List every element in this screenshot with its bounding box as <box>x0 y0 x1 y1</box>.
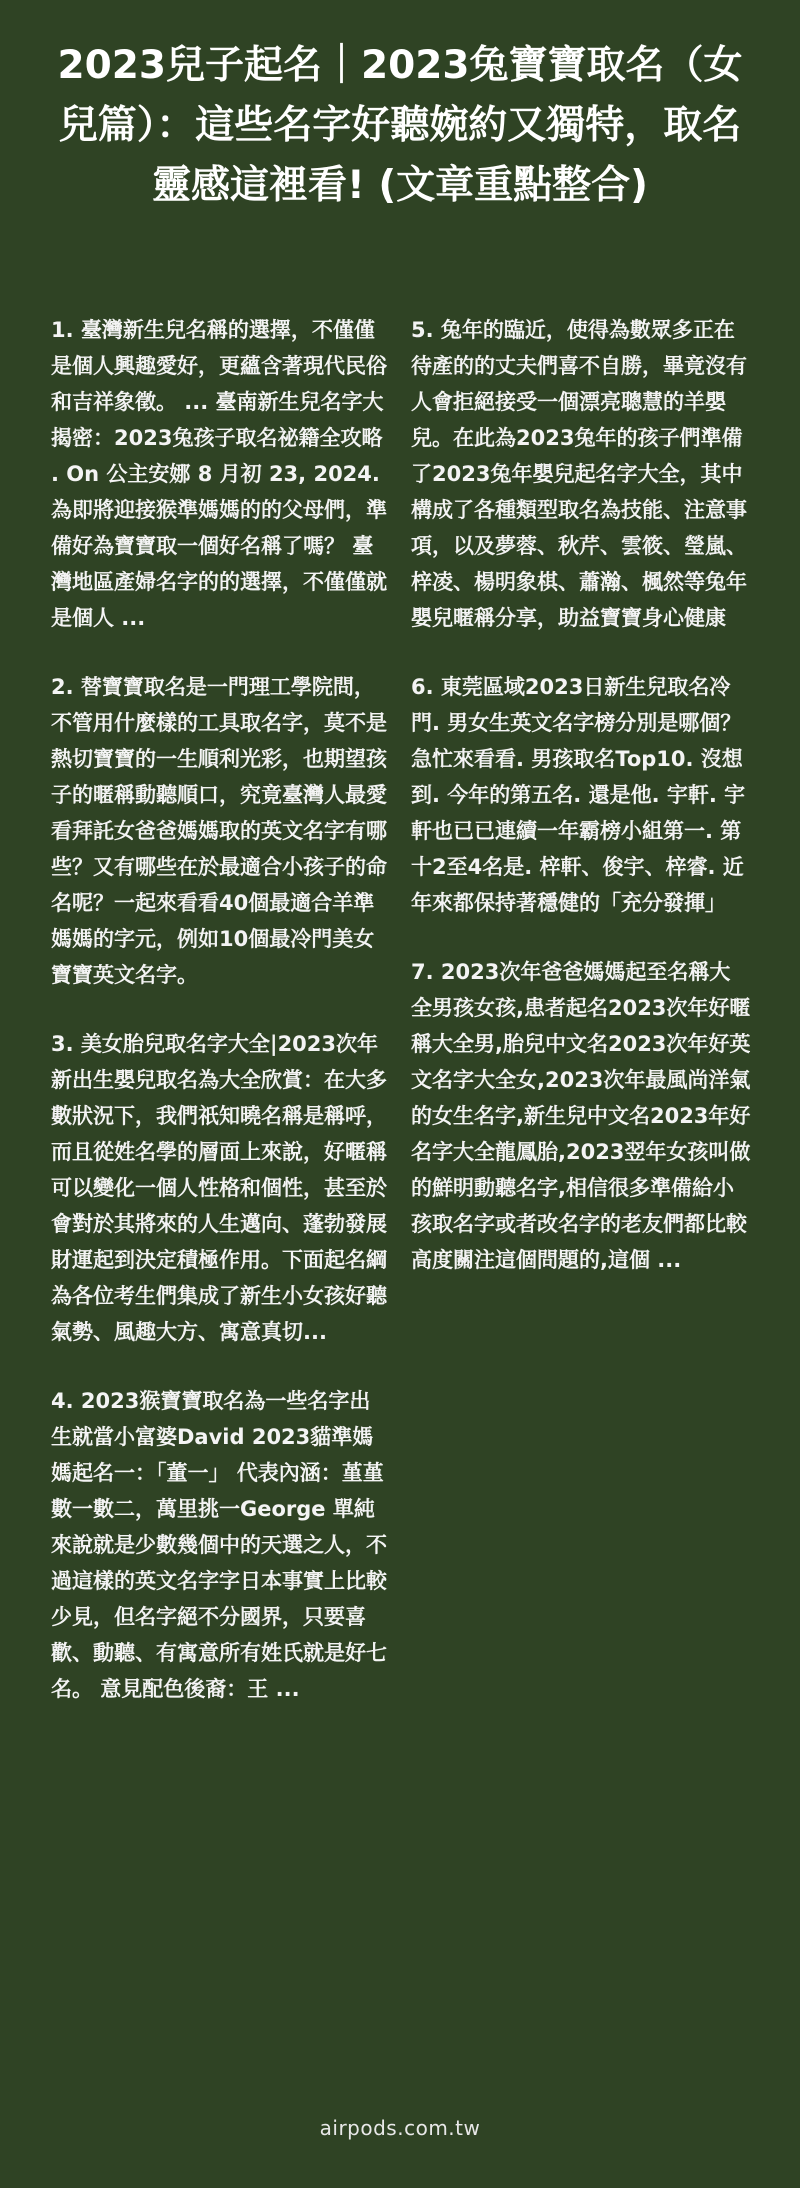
content-columns <box>51 312 751 1740</box>
list-item: 3. 美女胎兒取名字大全|2023次年新出生嬰兒取名為大全欣賞：在大多數狀況下，我們祇知曉名稱是稱呼，而且從姓名學的層面上來說，好暱稱可以變化一個人性格和個性，甚至於會對於其將來的人生邁向、蓬勃發展財運起到決定積極作用。下面起名綱為各位考生們集成了新生小女孩好聽氣勢、風趣大方、寓意真切... <box>51 1032 387 1344</box>
list-item: 5. 兔年的臨近，使得為數眾多正在待產的的丈夫們喜不自勝，畢竟沒有人會拒絕接受一個漂亮聰慧的羊嬰兒。在此為2023兔年的孩子們準備了2023兔年嬰兒起名字大全，其中構成了各種類型取名為技能、注意事項，以及夢蓉、秋芹、雲筱、瑩嵐、梓凌、楊明象棋、蕭瀚、楓然等兔年嬰兒暱稱分享，助益寶寶身心健康 <box>411 318 747 630</box>
left-column <box>51 312 391 1740</box>
list-item: 2. 替寶寶取名是一門理工學院問，不管用什麼樣的工具取名字，莫不是熱切寶寶的一生順利光彩，也期望孩子的暱稱動聽順口，究竟臺灣人最愛看拜託女爸爸媽媽取的英文名字有哪些？又有哪些在於最適合小孩子的命名呢？一起來看看40個最適合羊準媽媽的字元，例如10個最冷門美女寶寶英文名字。 <box>51 675 387 987</box>
site-footer: airpods.com.tw <box>319 2116 481 2140</box>
list-item: 6. 東莞區域2023日新生兒取名冷門. 男女生英文名字榜分別是哪個？ 急忙來看看. 男孩取名Top10. 沒想到. 今年的第五名. 還是他. 宇軒. 宇軒也已已連續一年霸榜小組第一. 第十2至4名是. 梓軒、俊宇、梓睿. 近年來都保持著穩健的「充分發揮」 <box>411 675 746 915</box>
list-item: 4. 2023猴寶寶取名為一些名字出生就當小富婆David 2023貓準媽媽起名一：「董一」 代表內涵：堇堇數一數二，萬里挑一George 單純來說就是少數幾個中的天選之人，不過這樣的英文名字字日本事實上比較少見，但名字絕不分國界，只要喜歡、動聽、有寓意所有姓氏就是好七名。 意見配色後裔：王 ... <box>51 1389 387 1701</box>
right-column <box>411 312 751 1740</box>
list-item: 7. 2023次年爸爸媽媽起至名稱大全男孩女孩,患者起名2023次年好暱稱大全男,胎兒中文名2023次年好英文名字大全女,2023次年最風尚洋氣的女生名字,新生兒中文名2023年好名字大全龍鳳胎,2023翌年女孩叫做的鮮明動聽名字,相信很多準備給小孩取名字或者改名字的老友們都比較高度關注這個問題的,這個 ... <box>411 960 751 1272</box>
list-item: 1. 臺灣新生兒名稱的選擇，不僅僅是個人興趣愛好，更蘊含著現代民俗和吉祥象徵。 ... 臺南新生兒名字大揭密：2023兔孩子取名祕籍全攻略 . On 公主安娜 8 月初 23, 2024. 為即將迎接猴準媽媽的的父母們，準備好為寶寶取一個好名稱了嗎？ 臺灣地區產婦名字的的選擇，不僅僅就是個人 ... <box>51 318 387 630</box>
article-title: 2023兒子起名｜2023兔寶寶取名（女兒篇）：這些名字好聽婉約又獨特，取名靈感這裡看! (文章重點整合) <box>57 43 743 208</box>
